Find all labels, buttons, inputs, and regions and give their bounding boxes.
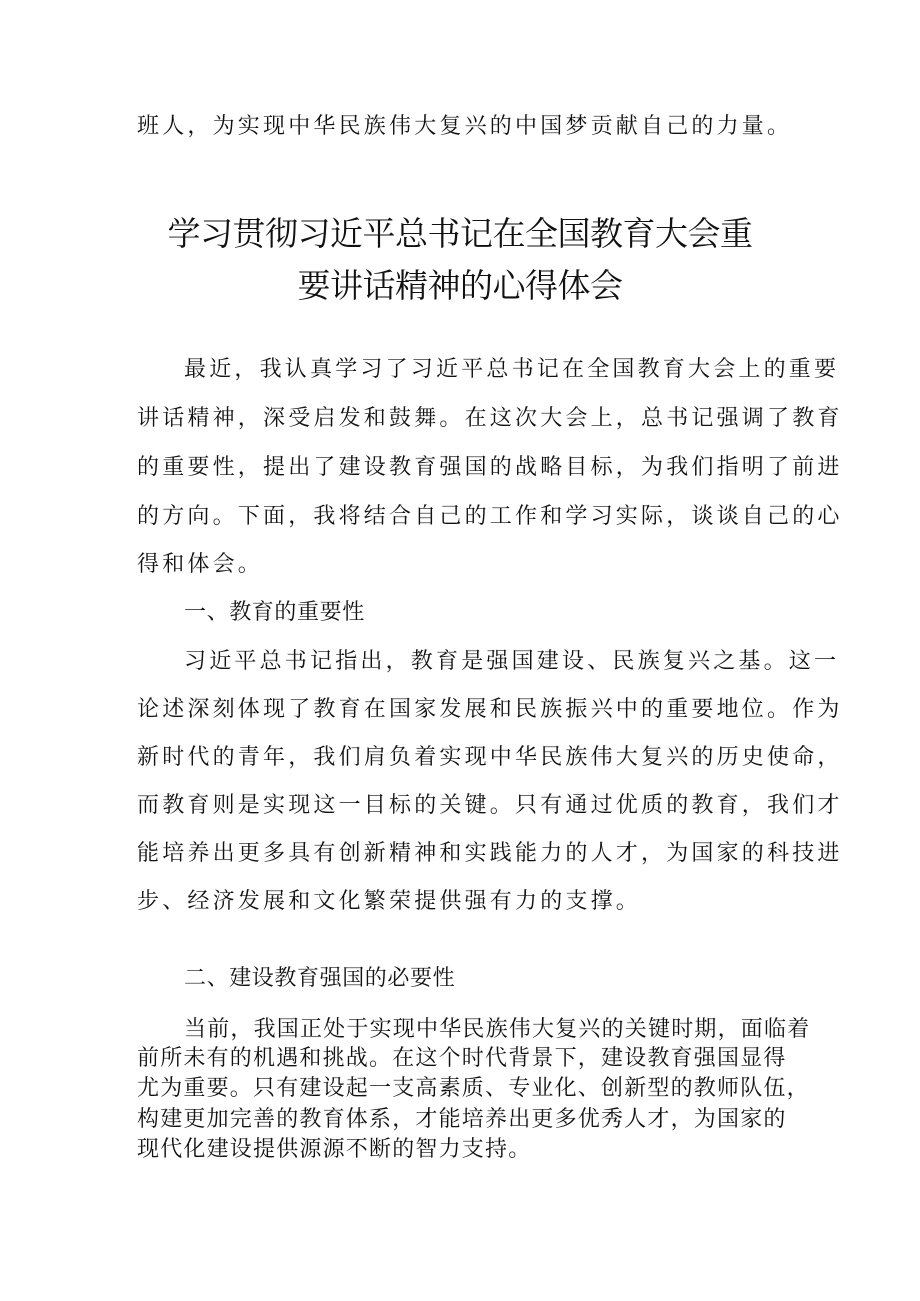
section-2-heading: 二、建设教育强国的必要性 (184, 966, 456, 991)
intro-paragraph-line: 的重要性，提出了建设教育强国的战略目标，为我们指明了前进 (137, 455, 843, 480)
section-2-line: 当前，我国正处于实现中华民族伟大复兴的关键时期，面临着 (184, 1017, 811, 1042)
section-1-line: 能培养出更多具有创新精神和实践能力的人才，为国家的科技进 (137, 841, 843, 866)
section-2-line: 构建更加完善的教育体系，才能培养出更多优秀人才，为国家的 (137, 1107, 787, 1132)
document-title-line-2: 要讲话精神的心得体会 (297, 266, 623, 305)
intro-paragraph-line: 的方向。下面，我将结合自己的工作和学习实际，谈谈自己的心 (137, 504, 843, 529)
section-1-line: 新时代的青年，我们肩负着实现中华民族伟大复兴的历史使命， (137, 745, 843, 770)
section-1-line: 论述深刻体现了教育在国家发展和民族振兴中的重要地位。作为 (137, 697, 843, 722)
intro-paragraph-line: 得和体会。 (137, 552, 264, 577)
section-1-line: 而教育则是实现这一目标的关键。只有通过优质的教育，我们才 (137, 793, 843, 818)
document-title-line-1: 学习贯彻习近平总书记在全国教育大会重 (167, 214, 753, 253)
section-1-heading: 一、教育的重要性 (184, 600, 365, 625)
section-2-line: 尤为重要。只有建设起一支高素质、专业化、创新型的教师队伍， (137, 1076, 810, 1101)
section-2-line: 现代化建设提供源源不断的智力支持。 (137, 1137, 532, 1162)
intro-paragraph-line: 讲话精神，深受启发和鼓舞。在这次大会上，总书记强调了教育 (137, 406, 843, 431)
intro-paragraph-line: 最近，我认真学习了习近平总书记在全国教育大会上的重要 (184, 357, 840, 382)
section-1-line: 习近平总书记指出，教育是强国建设、民族复兴之基。这一 (184, 649, 840, 674)
section-2-line: 前所未有的机遇和挑战。在这个时代背景下，建设教育强国显得 (137, 1046, 787, 1071)
carryover-line: 班人，为实现中华民族伟大复兴的中国梦贡献自己的力量。 (137, 114, 793, 139)
section-1-line: 步、经济发展和文化繁荣提供强有力的支撑。 (137, 889, 642, 914)
